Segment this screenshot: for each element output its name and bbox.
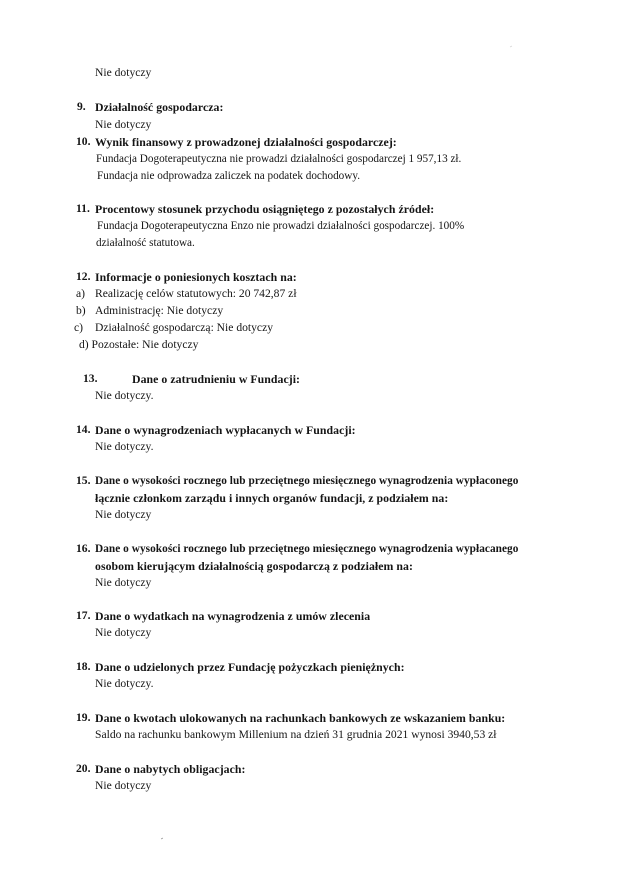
section-18-text: Nie dotyczy. (95, 677, 154, 690)
section-14-number: 14. (76, 423, 91, 436)
section-10-number: 10. (76, 135, 91, 148)
section-15-heading-1: Dane o wysokości rocznego lub przeciętnego miesięcznego wynagrodzenia wypłaconego (95, 475, 519, 487)
section-11-number: 11. (76, 202, 90, 215)
section-16-number: 16. (76, 542, 91, 555)
section-9-number: 9. (77, 100, 86, 113)
section-19-number: 19. (76, 711, 91, 724)
section-20-heading: Dane o nabytych obligacjach: (95, 762, 246, 776)
section-10-text-1: Fundacja Dogoterapeutyczna nie prowadzi działalności gospodarczej 1 957,13 zł. (96, 153, 462, 165)
section-18-number: 18. (76, 660, 91, 673)
section-13-text: Nie dotyczy. (95, 389, 154, 402)
section-17-text: Nie dotyczy (95, 626, 152, 639)
section-15-number: 15. (76, 474, 91, 487)
section-9-heading: Działalność gospodarcza: (95, 100, 224, 114)
section-12-item-b-marker: b) (76, 304, 86, 317)
section-15-text: Nie dotyczy (95, 508, 152, 521)
section-8-text: Nie dotyczy (95, 66, 152, 79)
section-19-text: Saldo na rachunku bankowym Millenium na dzień 31 grudnia 2021 wynosi 3940,53 zł (95, 728, 497, 741)
section-12-item-a-marker: a) (76, 287, 86, 300)
section-16-text: Nie dotyczy (95, 576, 152, 589)
section-14-text: Nie dotyczy. (95, 440, 154, 453)
section-16-heading-1: Dane o wysokości rocznego lub przeciętnego miesięcznego wynagrodzenia wypłacanego (95, 543, 519, 555)
section-13-heading: Dane o zatrudnieniu w Fundacji: (132, 372, 301, 386)
section-12-item-c: Działalność gospodarczą: Nie dotyczy (95, 321, 274, 334)
scan-speck (510, 46, 512, 48)
section-12-heading: Informacje o poniesionych kosztach na: (95, 270, 297, 284)
section-12-item-d: d) Pozostałe: Nie dotyczy (79, 338, 199, 351)
section-11-text-2: działalność statutowa. (96, 237, 195, 249)
section-12-number: 12. (76, 270, 91, 283)
section-14-heading: Dane o wynagrodzeniach wypłacanych w Fundacji: (95, 423, 356, 437)
section-17-number: 17. (76, 609, 91, 622)
section-10-text-2: Fundacja nie odprowadza zaliczek na podatek dochodowy. (97, 170, 361, 182)
section-20-text: Nie dotyczy (95, 779, 152, 792)
section-16-heading-2: osobom kierującym działalnością gospodarczą z podziałem na: (95, 559, 413, 573)
section-20-number: 20. (76, 762, 91, 775)
section-11-text-1: Fundacja Dogoterapeutyczna Enzo nie prowadzi działalności gospodarczej. 100% (97, 220, 465, 232)
scan-speck (161, 838, 163, 840)
section-15-heading-2: łącznie członkom zarządu i innych organów fundacji, z podziałem na: (95, 491, 449, 505)
section-12-item-c-marker: c) (74, 321, 84, 334)
section-19-heading: Dane o kwotach ulokowanych na rachunkach bankowych ze wskazaniem banku: (95, 711, 506, 725)
section-9-text: Nie dotyczy (95, 118, 152, 131)
section-11-heading: Procentowy stosunek przychodu osiągniętego z pozostałych źródeł: (95, 202, 435, 216)
section-18-heading: Dane o udzielonych przez Fundację pożyczkach pieniężnych: (95, 660, 405, 674)
section-17-heading: Dane o wydatkach na wynagrodzenia z umów zlecenia (95, 609, 371, 623)
section-12-item-a: Realizację celów statutowych: 20 742,87 zł (95, 287, 297, 300)
section-13-number: 13. (83, 372, 98, 385)
section-12-item-b: Administrację: Nie dotyczy (95, 304, 224, 317)
section-10-heading: Wynik finansowy z prowadzonej działalności gospodarczej: (95, 135, 397, 149)
